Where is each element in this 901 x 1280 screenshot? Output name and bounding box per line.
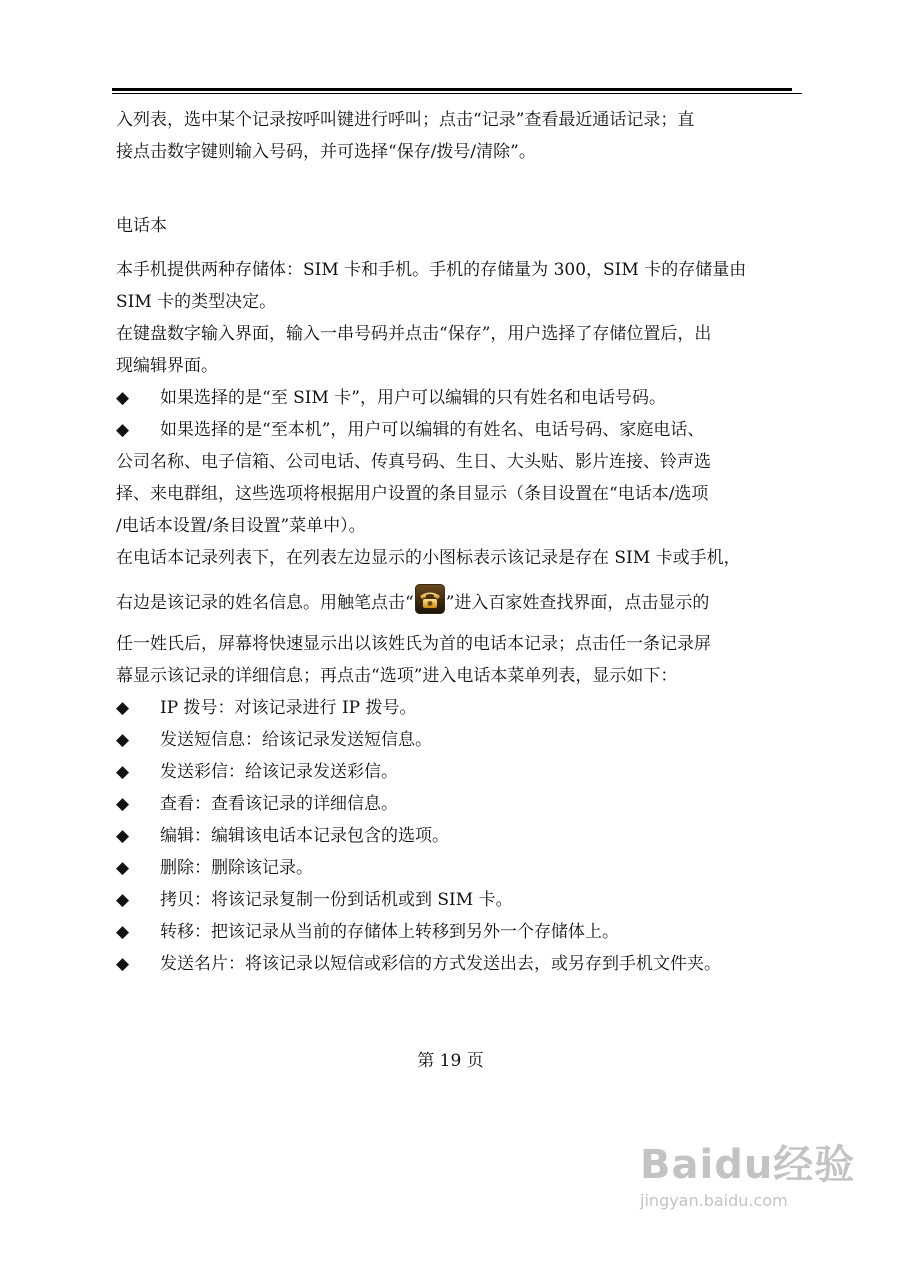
text-line: SIM 卡的类型决定。 xyxy=(116,292,277,312)
text-line: 择、来电群组，这些选项将根据用户设置的条目显示（条目设置在“电话本/选项 xyxy=(116,484,709,504)
header-rule-thin xyxy=(112,93,802,94)
bullet-mark: ◆ xyxy=(116,420,130,440)
bullet-mark: ◆ xyxy=(116,922,130,942)
bullet-mark: ◆ xyxy=(116,954,130,974)
text-line: 公司名称、电子信箱、公司电话、传真号码、生日、大头贴、影片连接、铃声选 xyxy=(116,452,711,472)
text-line: 在电话本记录列表下，在列表左边显示的小图标表示该记录是存在 SIM 卡或手机， xyxy=(116,548,741,568)
text-line-with-icon xyxy=(116,578,806,628)
bullet-mark: ◆ xyxy=(116,826,130,846)
text-line: 接点击数字键则输入号码，并可选择“保存/拨号/清除”。 xyxy=(116,142,536,162)
text-line: 入列表，选中某个记录按呼叫键进行呼叫；点击“记录”查看最近通话记录；直 xyxy=(116,110,695,130)
menu-item xyxy=(116,692,806,724)
bullet-mark: ◆ xyxy=(116,858,130,878)
text-after-icon: ”进入百家姓查找界面，点击显示的 xyxy=(445,593,710,613)
menu-item-text: 发送彩信：给该记录发送彩信。 xyxy=(160,762,398,782)
text-line: 在键盘数字输入界面，输入一串号码并点击“保存”，用户选择了存储位置后，出 xyxy=(116,324,712,344)
menu-item-text: 发送短信息：给该记录发送短信息。 xyxy=(160,730,432,750)
menu-item xyxy=(116,948,806,980)
baidu-watermark xyxy=(640,1140,860,1250)
bullet-mark: ◆ xyxy=(116,388,130,408)
bullet-mark: ◆ xyxy=(116,762,130,782)
page-content xyxy=(116,104,806,980)
watermark-logo: Baidu经验 xyxy=(640,1142,856,1188)
text-line: 本手机提供两种存储体：SIM 卡和手机。手机的存储量为 300，SIM 卡的存储量由 xyxy=(116,260,747,280)
menu-item xyxy=(116,756,806,788)
text-line: /电话本设置/条目设置”菜单中）。 xyxy=(116,516,366,536)
text-line: 任一姓氏后，屏幕将快速显示出以该姓氏为首的电话本记录；点击任一条记录屏 xyxy=(116,634,711,654)
header-rule xyxy=(112,88,792,91)
menu-item-text: IP 拨号：对该记录进行 IP 拨号。 xyxy=(160,698,417,718)
menu-item xyxy=(116,724,806,756)
bullet-item xyxy=(116,382,806,414)
menu-item-text: 拷贝：将该记录复制一份到话机或到 SIM 卡。 xyxy=(160,890,513,910)
bullet-item xyxy=(116,414,806,446)
menu-item xyxy=(116,852,806,884)
text-line: 幕显示该记录的详细信息；再点击“选项”进入电话本菜单列表，显示如下： xyxy=(116,666,678,686)
menu-item xyxy=(116,884,806,916)
section-heading: 电话本 xyxy=(116,216,167,236)
menu-item xyxy=(116,820,806,852)
watermark-url: jingyan.baidu.com xyxy=(640,1191,788,1210)
menu-item-text: 发送名片：将该记录以短信或彩信的方式发送出去，或另存到手机文件夹。 xyxy=(160,954,721,974)
menu-item-text: 删除：删除该记录。 xyxy=(160,858,313,878)
menu-item-text: 编辑：编辑该电话本记录包含的选项。 xyxy=(160,826,449,846)
menu-item-text: 查看：查看该记录的详细信息。 xyxy=(160,794,398,814)
bullet-mark: ◆ xyxy=(116,890,130,910)
menu-item xyxy=(116,788,806,820)
bullet-text: 如果选择的是“至本机”，用户可以编辑的有姓名、电话号码、家庭电话、 xyxy=(160,420,705,440)
bullet-mark: ◆ xyxy=(116,730,130,750)
page-number: 第 19 页 xyxy=(417,1051,484,1071)
text-line: 现编辑界面。 xyxy=(116,356,218,376)
menu-item-text: 转移：把该记录从当前的存储体上转移到另外一个存储体上。 xyxy=(160,922,619,942)
bullet-mark: ◆ xyxy=(116,794,130,814)
bullet-text: 如果选择的是“至 SIM 卡”，用户可以编辑的只有姓名和电话号码。 xyxy=(160,388,666,408)
text-before-icon: 右边是该记录的姓名信息。用触笔点击“ xyxy=(116,593,414,613)
menu-item xyxy=(116,916,806,948)
telephone-icon xyxy=(415,584,445,614)
bullet-mark: ◆ xyxy=(116,698,130,718)
